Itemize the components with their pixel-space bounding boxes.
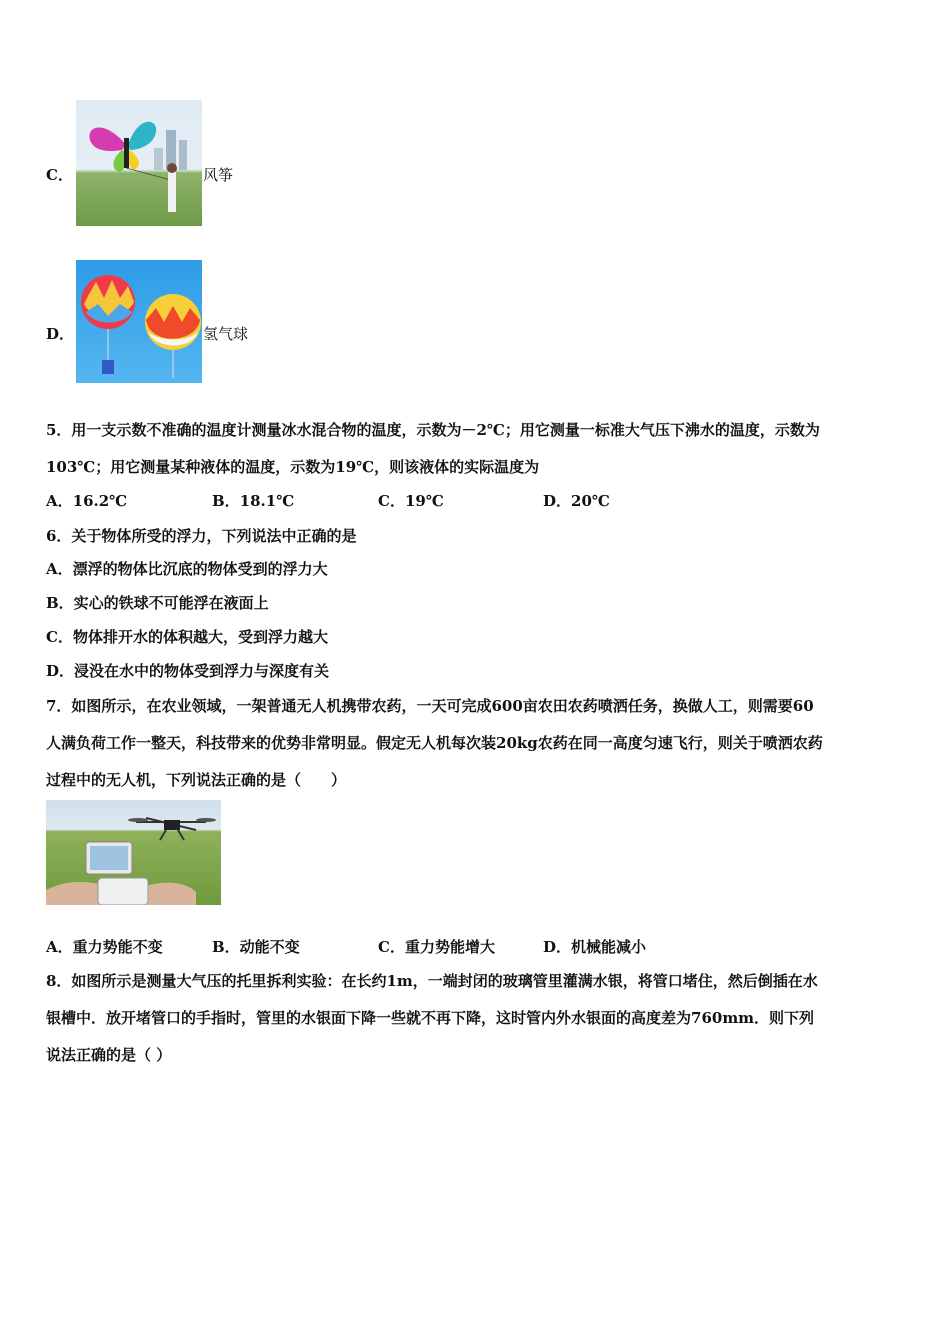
- q8-stem-line2: 银槽中．放开堵管口的手指时，管里的水银面下降一些就不再下降，这时管内外水银面的高度差为760mm．则下列: [46, 1009, 815, 1027]
- q7-option-d: D．机械能减小: [543, 938, 647, 956]
- option-c-letter: C．: [46, 166, 73, 184]
- option-d-letter: D．: [46, 325, 75, 343]
- option-d-label: 氢气球: [203, 325, 249, 343]
- q8-stem-line3: 说法正确的是（ ）: [46, 1046, 172, 1064]
- q6-option-c: C．物体排开水的体积越大，受到浮力越大: [46, 628, 328, 646]
- option-c-label: 风筝: [203, 166, 234, 184]
- q7-stem-line1: 7．如图所示，在农业领域，一架普通无人机携带农药，一天可完成600亩农田农药喷洒任务，换做人工，则需要60: [46, 697, 814, 715]
- q7-option-b: B．动能不变: [212, 938, 300, 956]
- q7-option-c: C．重力势能增大: [378, 938, 495, 956]
- q5-stem-line1: 5．用一支示数不准确的温度计测量冰水混合物的温度，示数为－2℃；用它测量一标准大气压下沸水的温度，示数为: [46, 421, 820, 439]
- q7-option-a: A．重力势能不变: [46, 938, 163, 956]
- q6-option-d: D．浸没在水中的物体受到浮力与深度有关: [46, 662, 330, 680]
- kite-illustration: [76, 100, 202, 226]
- q7-stem-line2: 人满负荷工作一整天，科技带来的优势非常明显。假定无人机每次装20kg农药在同一高度匀速飞行，则关于喷洒农药: [46, 734, 823, 752]
- q5-option-b: B．18.1℃: [212, 492, 295, 510]
- kite-photo: [76, 100, 202, 226]
- drone-photo: [46, 800, 221, 905]
- q6-option-a: A．漂浮的物体比沉底的物体受到的浮力大: [46, 560, 328, 578]
- q7-stem-line3: 过程中的无人机，下列说法正确的是（ ）: [46, 771, 347, 789]
- q8-stem-line1: 8．如图所示是测量大气压的托里拆利实验：在长约1m，一端封闭的玻璃管里灌满水银，将管口堵住，然后倒插在水: [46, 972, 818, 990]
- q5-option-d: D．20℃: [543, 492, 610, 510]
- q6-option-b: B．实心的铁球不可能浮在液面上: [46, 594, 269, 612]
- q5-stem-line2: 103℃；用它测量某种液体的温度，示数为19℃，则该液体的实际温度为: [46, 458, 540, 476]
- drone-illustration: [46, 800, 221, 905]
- q5-option-c: C．19℃: [378, 492, 444, 510]
- q6-stem: 6．关于物体所受的浮力，下列说法中正确的是: [46, 527, 357, 545]
- balloon-photo: [76, 260, 202, 383]
- balloon-illustration: [76, 260, 202, 383]
- q5-option-a: A．16.2℃: [46, 492, 128, 510]
